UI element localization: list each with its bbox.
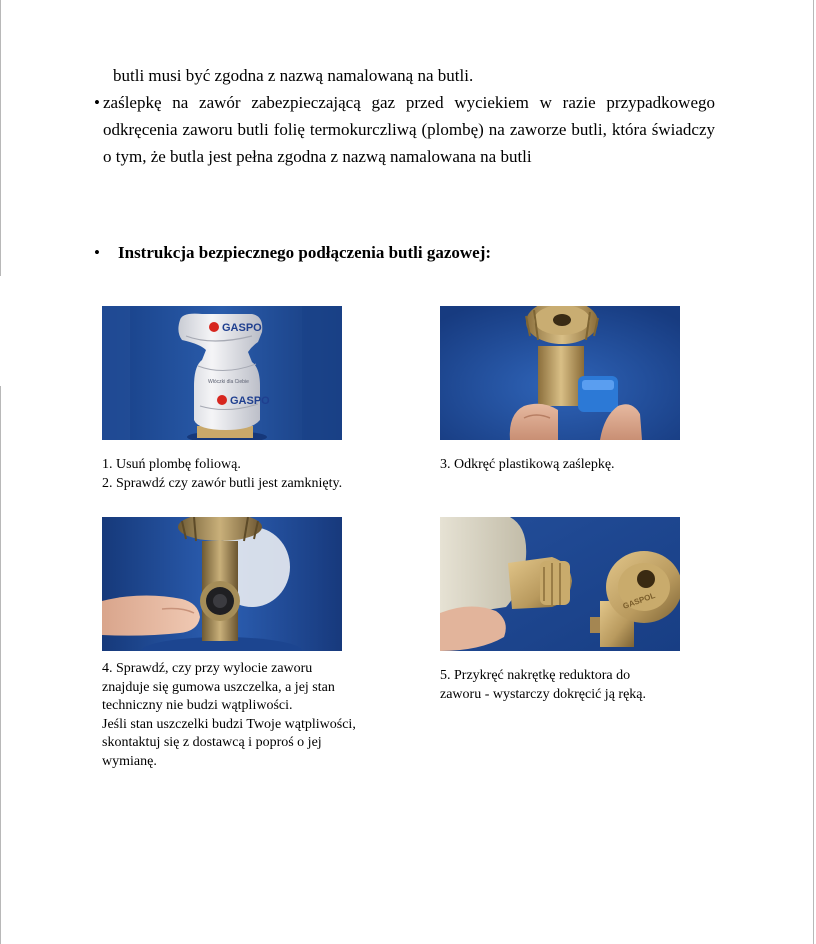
caption-line: 3. Odkręć plastikową zaślepkę.: [440, 457, 615, 472]
caption-line: 1. Usuń plombę foliową.: [102, 457, 241, 472]
heading-text: Instrukcja bezpiecznego podłączenia butli gazowej:: [118, 243, 492, 262]
foil-small-text: Włóczki dla Ciebie: [208, 379, 249, 385]
caption-line: 5. Przykręć nakrętkę reduktora do: [440, 668, 631, 683]
page-border-right: [813, 0, 814, 944]
caption-line: zaworu - wystarczy dokręcić ją ręką.: [440, 686, 647, 702]
bullet-item-text: zaślepkę na zawór zabezpieczającą gaz przed wyciekiem w razie przypadkowego odkręcenia zaworu butli folię termokurczliwą (plombę) na zaworze butli, która świadczy o tym, że butla jest pełna zgodna z nazwą namalowana na butli: [103, 93, 715, 166]
caption-line: skontaktuj się z dostawcą i poproś o jej: [102, 735, 322, 750]
caption-step-5: [440, 667, 740, 704]
caption-line: wymianę.: [102, 753, 157, 769]
caption-line: 4. Sprawdź, czy przy wylocie zaworu: [102, 661, 313, 676]
bullet-icon: •: [94, 93, 100, 112]
caption-line: 2. Sprawdź czy zawór butli jest zamknięty.: [102, 475, 343, 491]
bullet-icon: •: [94, 243, 100, 262]
photo-remove-foil-seal: [102, 306, 342, 440]
photo-attach-regulator: [440, 517, 680, 651]
page-border-left: [0, 0, 1, 944]
brand-text: GASPOL: [621, 590, 657, 611]
brand-text: GASPO: [230, 395, 270, 407]
caption-step-4: [102, 660, 402, 771]
caption-line: Jeśli stan uszczelki budzi Twoje wątpliwości,: [102, 716, 356, 732]
caption-line: znajduje się gumowa uszczelka, a jej stan: [102, 679, 335, 695]
continuation-paragraph: butli musi być zgodna z nazwą namalowaną na butli.: [113, 66, 474, 85]
photo-unscrew-cap: [440, 306, 680, 440]
brand-text: GASPO: [222, 322, 262, 334]
photo-check-gasket: [102, 517, 342, 651]
caption-step-3: [440, 456, 740, 475]
caption-line: techniczny nie budzi wątpliwości.: [102, 698, 293, 713]
caption-steps-1-2: [102, 456, 402, 493]
